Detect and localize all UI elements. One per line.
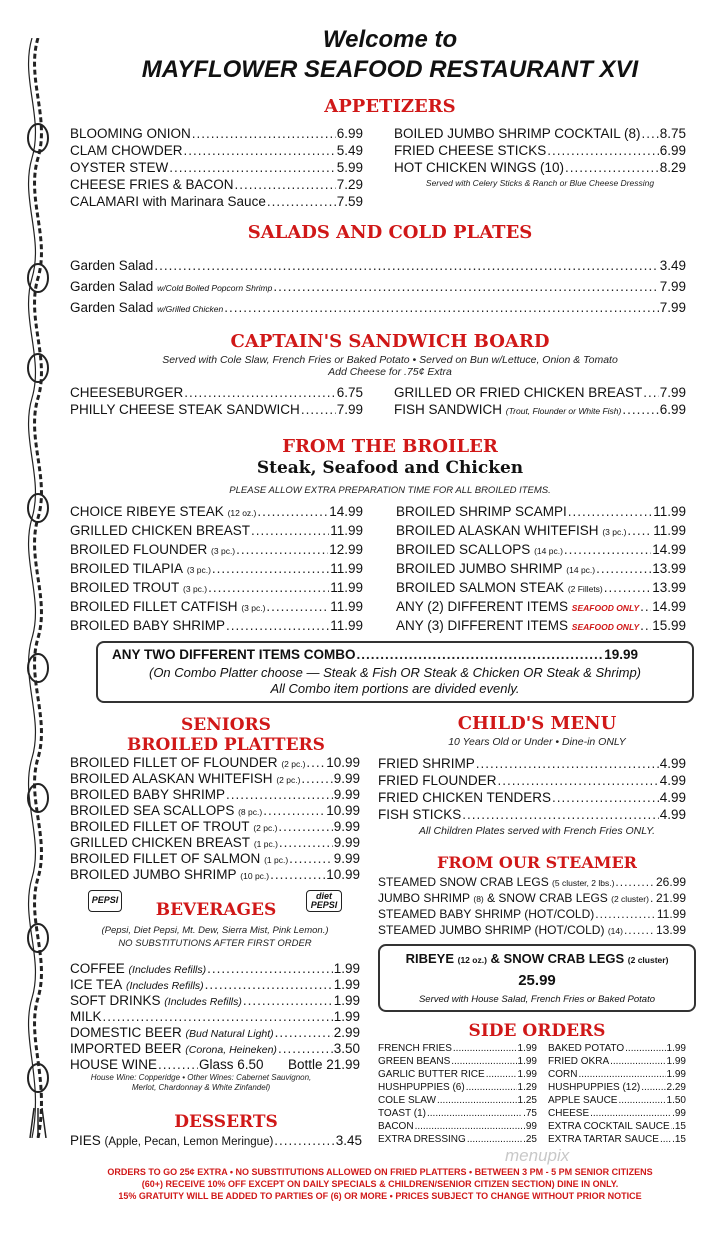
menu-item: BACON ..... .99 (378, 1121, 537, 1134)
menu-item: CLAM CHOWDER ..... 5.49 (70, 143, 363, 160)
menu-item: JUMBO SHRIMP (8) & SNOW CRAB LEGS (2 cluster) ..... 21.99 (378, 890, 686, 907)
menu-item: Garden Salad w/Cold Boiled Popcorn Shrimp ..... 7.99 (70, 279, 686, 296)
menu-item: Garden Salad ..... 3.49 (70, 258, 686, 275)
menupix-watermark: menupix (505, 1146, 570, 1165)
beverages-note-1: (Pepsi, Diet Pepsi, Mt. Dew, Sierra Mist, Pink Lemon.) (101, 925, 329, 936)
sandwich-note-1: Served with Cole Slaw, French Fries or Baked Potato • Served on Bun w/Lettuce, Onion & Tomato (162, 354, 618, 366)
menu-item: MILK ..... 1.99 (70, 1009, 360, 1026)
menu-item: TOAST (1) ..... .75 (378, 1108, 537, 1121)
menu-item: GARLIC BUTTER RICE ..... 1.99 (378, 1069, 537, 1082)
menu-item: EXTRA COCKTAIL SAUCE ..... .15 (548, 1121, 686, 1134)
menu-item: FRIED CHICKEN TENDERS ..... 4.99 (378, 790, 686, 807)
menu-item: FRIED SHRIMP ..... 4.99 (378, 756, 686, 773)
menu-item: HUSHPUPPIES (12) ..... 2.29 (548, 1082, 686, 1095)
menu-item: FRENCH FRIES ..... 1.99 (378, 1043, 537, 1056)
menu-item: BROILED FLOUNDER (3 pc.) ..... 12.99 (70, 542, 363, 559)
menu-item: COLE SLAW ..... 1.25 (378, 1095, 537, 1108)
footer-line-2: (60+) RECEIVE 10% OFF EXCEPT ON DAILY SPECIALS & CHILDREN/SENIOR CITIZEN SECTION) DINE IN ONLY. (141, 1179, 619, 1189)
wine-note-2: Merlot, Chardonnay & White Zinfandel) (131, 1083, 271, 1092)
broiler-subtitle: Steak, Seafood and Chicken (256, 458, 524, 478)
menu-item: FISH STICKS ..... 4.99 (378, 807, 686, 824)
footer-line-3: 15% GRATUITY WILL BE ADDED TO PARTIES OF (6) OR MORE • PRICES SUBJECT TO CHANGE WITHOUT PRIOR NOTICE (118, 1191, 642, 1201)
menu-item: STEAMED SNOW CRAB LEGS (5 cluster, 2 lbs.) ..... 26.99 (378, 874, 686, 891)
menu-item: BROILED ALASKAN WHITEFISH (3 pc.) ..... 11.99 (396, 523, 686, 540)
menu-item: DOMESTIC BEER (Bud Natural Light) ..... 2.99 (70, 1025, 360, 1042)
ribeye-special-title: RIBEYE (12 oz.) & SNOW CRAB LEGS (2 cluster) (405, 951, 669, 966)
ribeye-special-note: Served with House Salad, French Fries or Baked Potato (418, 994, 656, 1005)
menu-item: BROILED FILLET OF FLOUNDER (2 pc.) ..... 10.99 (70, 755, 360, 772)
pepsi-logo: PEPSI (88, 890, 122, 912)
footer-line-1: ORDERS TO GO 25¢ EXTRA • NO SUBSTITUTIONS ALLOWED ON FRIED PLATTERS • BETWEEN 3 PM - 5 PM SENIOR CITIZENS (107, 1167, 653, 1177)
seniors-heading: SENIORS (181, 715, 271, 735)
menu-item: PHILLY CHEESE STEAK SANDWICH ..... 7.99 (70, 402, 363, 419)
menu-item: BLOOMING ONION ..... 6.99 (70, 126, 363, 143)
menu-item: FRIED OKRA ..... 1.99 (548, 1056, 686, 1069)
menu-item: CHEESE FRIES & BACON ..... 7.29 (70, 177, 363, 194)
menu-item: BROILED JUMBO SHRIMP (14 pc.) ..... 13.99 (396, 561, 686, 578)
menu-item: ANY (2) DIFFERENT ITEMS SEAFOOD ONLY ..... 14.99 (396, 599, 686, 616)
wine-note-1: House Wine: Copperidge • Other Wines: Cabernet Sauvignon, (90, 1073, 312, 1082)
menu-item: CHEESEBURGER ..... 6.75 (70, 385, 363, 402)
menu-item: CALAMARI with Marinara Sauce ..... 7.59 (70, 194, 363, 211)
menu-item: PIES (Apple, Pecan, Lemon Meringue) ..... 3.45 (70, 1133, 362, 1150)
menu-item: CHEESE ..... .99 (548, 1108, 686, 1121)
salads-heading: SALADS AND COLD PLATES (247, 222, 533, 243)
menu-item: COFFEE (Includes Refills) ..... 1.99 (70, 961, 360, 978)
menu-item: ANY (3) DIFFERENT ITEMS SEAFOOD ONLY ..... 15.99 (396, 618, 686, 635)
menu-item: GRILLED CHICKEN BREAST (1 pc.) ..... 9.99 (70, 835, 360, 852)
broiler-heading: FROM THE BROILER (282, 436, 498, 457)
steamer-heading: FROM OUR STEAMER (437, 853, 637, 872)
menu-item: HUSHPUPPIES (6) ..... 1.29 (378, 1082, 537, 1095)
menu-item: CORN ..... 1.99 (548, 1069, 686, 1082)
combo-note-1: (On Combo Platter choose — Steak & Fish OR Steak & Chicken OR Steak & Shrimp) (148, 665, 642, 680)
menu-item: BROILED SALMON STEAK (2 Fillets) ..... 13.99 (396, 580, 686, 597)
menu-item: FRIED FLOUNDER ..... 4.99 (378, 773, 686, 790)
wings-note: Served with Celery Sticks & Ranch or Blue Cheese Dressing (425, 178, 655, 188)
beverages-note-2: NO SUBSTITUTIONS AFTER FIRST ORDER (118, 938, 312, 949)
menu-item: BROILED FILLET OF TROUT (2 pc.) ..... 9.99 (70, 819, 360, 836)
broiler-note: PLEASE ALLOW EXTRA PREPARATION TIME FOR ALL BROILED ITEMS. (229, 485, 551, 496)
menu-item: GRILLED CHICKEN BREAST ..... 11.99 (70, 523, 363, 540)
menu-item: BROILED SCALLOPS (14 pc.) ..... 14.99 (396, 542, 686, 559)
menu-item: FISH SANDWICH (Trout, Flounder or White Fish) ..... 6.99 (394, 402, 686, 419)
menu-item: ICE TEA (Includes Refills) ..... 1.99 (70, 977, 360, 994)
menu-item: IMPORTED BEER (Corona, Heineken) ..... 3.50 (70, 1041, 360, 1058)
ribeye-special-box (378, 944, 696, 1012)
rope-border-decoration (18, 38, 58, 1138)
sandwich-note-2: Add Cheese for .75¢ Extra (328, 366, 452, 378)
menu-item: BROILED FILLET CATFISH (3 pc.) ..... 11.99 (70, 599, 363, 616)
side-orders-heading: SIDE ORDERS (468, 1021, 606, 1041)
menu-item: FRIED CHEESE STICKS ..... 6.99 (394, 143, 686, 160)
menu-item: STEAMED BABY SHRIMP (HOT/COLD) ..... 11.99 (378, 906, 686, 923)
menu-item: BAKED POTATO ..... 1.99 (548, 1043, 686, 1056)
menu-item: Garden Salad w/Grilled Chicken ..... 7.99 (70, 300, 686, 317)
sandwich-heading: CAPTAIN'S SANDWICH BOARD (230, 331, 550, 352)
menu-item: EXTRA TARTAR SAUCE ..... .15 (548, 1134, 686, 1147)
seniors-subheading: BROILED PLATTERS (127, 735, 325, 755)
combo-note-2: All Combo item portions are divided evenly. (270, 681, 520, 696)
menu-item: BROILED SHRIMP SCAMPI ..... 11.99 (396, 504, 686, 521)
child-menu-note: 10 Years Old or Under • Dine-in ONLY (448, 736, 626, 748)
menu-item: BROILED ALASKAN WHITEFISH (2 pc.) ..... 9.99 (70, 771, 360, 788)
appetizers-heading: APPETIZERS (324, 96, 456, 117)
beverages-heading: BEVERAGES (155, 900, 277, 920)
menu-item: GRILLED OR FRIED CHICKEN BREAST ..... 7.99 (394, 385, 686, 402)
combo-box (96, 641, 694, 703)
menu-item: EXTRA DRESSING ..... .25 (378, 1134, 537, 1147)
combo-item: ANY TWO DIFFERENT ITEMS COMBO ..... 19.99 (112, 647, 638, 664)
welcome-line: Welcome to (322, 26, 458, 53)
child-menu-heading: CHILD'S MENU (457, 713, 617, 734)
ribeye-special-price: 25.99 (518, 972, 556, 989)
menu-item: BROILED JUMBO SHRIMP (10 pc.) ..... 10.99 (70, 867, 360, 884)
menu-item: GREEN BEANS ..... 1.99 (378, 1056, 537, 1069)
menu-item: BROILED BABY SHRIMP ..... 9.99 (70, 787, 360, 804)
diet-pepsi-logo: diet PEPSI (306, 890, 342, 912)
menu-item: STEAMED JUMBO SHRIMP (HOT/COLD) (14) ..... 13.99 (378, 922, 686, 939)
menu-item: APPLE SAUCE ..... 1.50 (548, 1095, 686, 1108)
restaurant-name: MAYFLOWER SEAFOOD RESTAURANT XVI (141, 56, 639, 83)
menu-item: HOT CHICKEN WINGS (10) ..... 8.29 (394, 160, 686, 177)
menu-item: BOILED JUMBO SHRIMP COCKTAIL (8) ..... 8.75 (394, 126, 686, 143)
menu-item: BROILED TILAPIA (3 pc.) ..... 11.99 (70, 561, 363, 578)
child-menu-footnote: All Children Plates served with French Fries ONLY. (418, 825, 656, 837)
menu-item: BROILED FILLET OF SALMON (1 pc.) ..... 9.99 (70, 851, 360, 868)
desserts-heading: DESSERTS (174, 1112, 278, 1132)
menu-item: CHOICE RIBEYE STEAK (12 oz.) ..... 14.99 (70, 504, 363, 521)
menu-item: SOFT DRINKS (Includes Refills) ..... 1.99 (70, 993, 360, 1010)
menu-item: HOUSE WINE ..... Glass 6.50 Bottle 21.99 (70, 1057, 360, 1074)
menu-item: OYSTER STEW ..... 5.99 (70, 160, 363, 177)
menu-item: BROILED BABY SHRIMP ..... 11.99 (70, 618, 363, 635)
menu-item: BROILED TROUT (3 pc.) ..... 11.99 (70, 580, 363, 597)
menu-item: BROILED SEA SCALLOPS (8 pc.) ..... 10.99 (70, 803, 360, 820)
